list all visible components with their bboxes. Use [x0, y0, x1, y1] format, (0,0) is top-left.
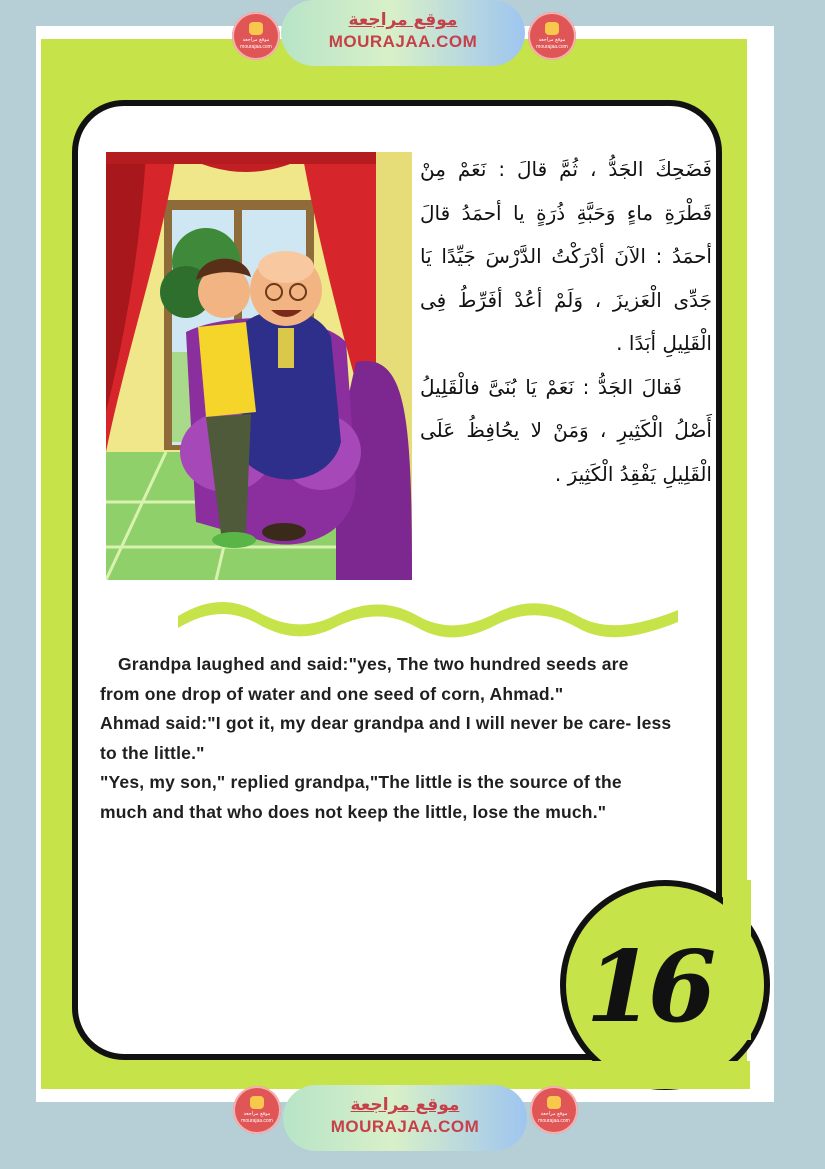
page-number: 16: [585, 930, 711, 1045]
logo-text-ar: موقع مراجعة: [242, 37, 270, 43]
logo-text-ar: موقع مراجعة: [538, 37, 566, 43]
header-site-name-ar[interactable]: موقع مراجعة: [348, 10, 458, 30]
logo-text-ar: موقع مراجعة: [243, 1111, 271, 1117]
english-paragraph-1: Grandpa laughed and said:"yes, The two hundred seeds are from one drop of water and one seed of corn, Ahmad.": [100, 654, 629, 704]
notch-fill-right: [723, 880, 751, 1040]
arabic-paragraph-1: فَضَحِكَ الجَدُّ ، ثُمَّ قالَ : نَعَمْ مِنْ قَطْرَةِ ماءٍ وَحَبَّةِ ذُرَةٍ يا أحمَدُ قالَ أحمَدُ : الآنَ أدْرَكْتُ الدَّرْسَ جَيِّدًا يَا جَدِّى الْعَزيزَ ، وَلَمْ أعُدْ أفَرِّطُ فِى الْقَلِيلِ أبَدًا .: [420, 157, 712, 355]
site-logo-left-top[interactable]: [232, 12, 280, 60]
notch-fill-bottom: [560, 1061, 750, 1089]
english-paragraph-3: "Yes, my son," replied grandpa,"The little is the source of the much and that who does not keep the little, lose the much.": [100, 772, 622, 822]
arabic-paragraph-2: فَقالَ الجَدُّ : نَعَمْ يَا بُنَىَّ فالْقَلِيلُ أَصْلُ الْكَثِيرِ ، وَمَنْ لا يحُافِظُ عَلَى الْقَلِيلِ يَفْقِدُ الْكَثِيرَ .: [420, 374, 712, 486]
footer-site-name-en[interactable]: MOURAJAA.COM: [330, 1117, 480, 1136]
english-story-text: [100, 650, 672, 827]
logo-icon: [547, 1096, 561, 1109]
logo-text-en: mourajaa.com: [538, 1118, 570, 1124]
logo-text-en: mourajaa.com: [536, 44, 568, 50]
logo-text-ar: موقع مراجعة: [540, 1111, 568, 1117]
logo-icon: [545, 22, 559, 35]
grandpa-and-boy-illustration: [106, 152, 412, 580]
header-site-name-en[interactable]: MOURAJAA.COM: [328, 32, 478, 51]
logo-icon: [249, 22, 263, 35]
site-logo-right-bottom[interactable]: [530, 1086, 578, 1134]
header-site-badge[interactable]: [281, 0, 525, 66]
logo-icon: [250, 1096, 264, 1109]
footer-site-name-ar[interactable]: موقع مراجعة: [350, 1095, 460, 1115]
logo-text-en: mourajaa.com: [241, 1118, 273, 1124]
footer-site-badge[interactable]: [283, 1085, 527, 1151]
english-paragraph-2: Ahmad said:"I got it, my dear grandpa and I will never be care- less to the little.": [100, 713, 672, 763]
wave-divider: [178, 598, 678, 638]
arabic-story-text: [420, 148, 712, 538]
story-illustration: [106, 152, 412, 580]
logo-text-en: mourajaa.com: [240, 44, 272, 50]
site-logo-right-top[interactable]: [528, 12, 576, 60]
site-logo-left-bottom[interactable]: [233, 1086, 281, 1134]
